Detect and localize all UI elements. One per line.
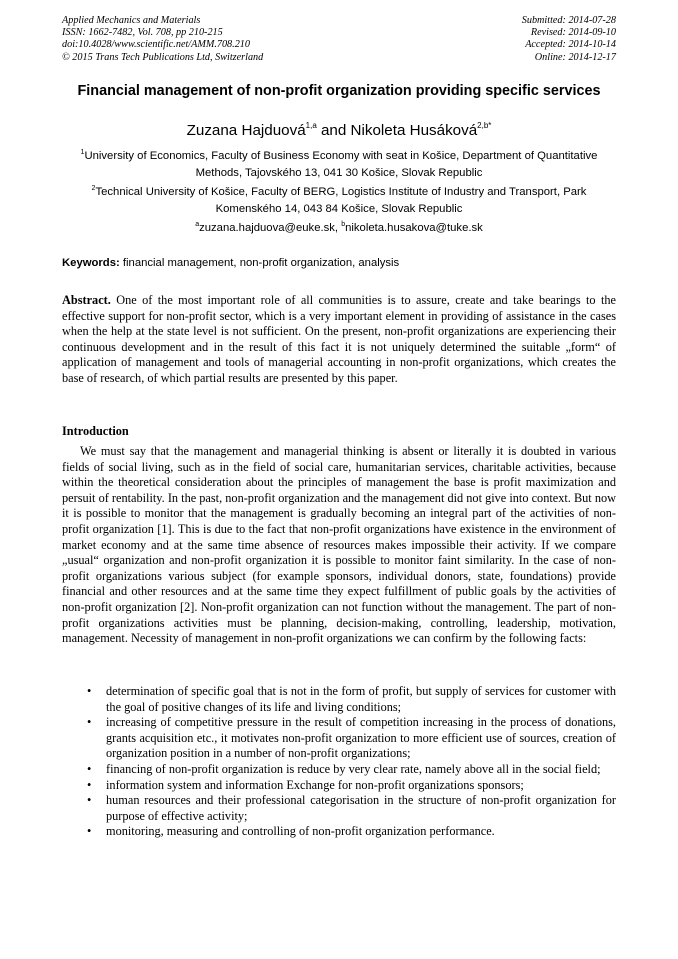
online-date: Online: 2014-12-17 xyxy=(534,51,616,63)
author-name: Zuzana Hajduová xyxy=(186,122,306,139)
affiliation-text: Technical University of Košice, Faculty of BERG, Logistics Institute of Industry and Transport, Park Komenského 14, 043 84 Košice, Slovak Republic xyxy=(95,186,587,215)
list-item xyxy=(62,793,616,824)
introduction-body xyxy=(62,444,616,647)
publication-dates xyxy=(522,15,616,64)
affiliation-mark: 1 xyxy=(80,149,85,156)
bullet-icon: • xyxy=(87,777,92,792)
paragraph: We must say that the management and managerial thinking is absent or literally it is doubted in various fields of social living, such as in the field of social care, humanitarian services, charitable activities, because within the theoretical consideration about the principles of management the base is profit maximization and persuit of rentability. In the past, non-profit organization and the management did not give into context. But now it is possible to monitor that the management is gradually becoming an integral part of the activities of non-profit organization [1]. This is due to the fact that non-profit organizations have existence in the environment of market economy and at the same time absence of resources makes impossible their activity. If we compare „usual“ organization and non-profit organization it is possible to monitor faint similarity. In the case of non-profit organizations various subject (for example sponsors, individual donors, state, foundations) provide financial and other resources and at the same time they expect fulfillment of public goals by the activities of non-profit organization [2]. Non-profit organization can not function without the management. The part of non-profit organizations activities must be planning, decision-making, controlling, leadership, motivation, management. Necessity of management in non-profit organizations we can confirm by the following facts: xyxy=(62,444,616,646)
list-item-text: determination of specific goal that is not in the form of profit, but supply of services for customer with the goal of positive changes of its life and living conditions; xyxy=(106,684,616,714)
affiliation-2 xyxy=(62,184,616,218)
journal-name: Applied Mechanics and Materials xyxy=(62,15,201,26)
email-mark: b xyxy=(341,221,346,228)
list-item-text: financing of non-profit organization is reduce by very clear rate, namely above all in the social field; xyxy=(106,761,601,776)
copyright-line: © 2015 Trans Tech Publications Ltd, Switzerland xyxy=(62,51,264,63)
keywords-text: financial management, non-profit organization, analysis xyxy=(119,257,400,269)
submitted-date: Submitted: 2014-07-28 xyxy=(521,15,616,26)
author-emails xyxy=(62,220,616,237)
bullet-icon: • xyxy=(87,793,92,808)
section-heading: Introduction xyxy=(62,424,129,438)
list-item-text: information system and information Exchange for non-profit organizations sponsors; xyxy=(106,777,524,792)
author-affiliation-mark: 2,b* xyxy=(477,121,492,130)
author-conjunction: and xyxy=(316,122,351,139)
author-list xyxy=(62,121,616,141)
affiliation-text: University of Economics, Faculty of Business Economy with seat in Košice, Department of Quantitative Methods, Tajovského 13, 041 30 Košice, Slovak Republic xyxy=(84,150,598,179)
bullet-icon: • xyxy=(87,684,92,698)
affiliation-1 xyxy=(62,148,616,182)
list-item-text: monitoring, measuring and controlling of non-profit organization performance. xyxy=(106,824,495,839)
paper-title: Financial management of non-profit organization providing specific services xyxy=(77,83,601,99)
abstract-label: Abstract. xyxy=(62,293,111,307)
list-item xyxy=(62,684,616,715)
affiliation-mark: 2 xyxy=(91,185,96,192)
keywords-label: Keywords: xyxy=(62,257,120,269)
list-item xyxy=(62,715,616,762)
bullet-icon: • xyxy=(87,761,92,776)
publication-info xyxy=(62,15,263,64)
email-address: zuzana.hajduova@euke.sk xyxy=(199,222,335,234)
list-item xyxy=(62,778,616,794)
list-item xyxy=(62,824,616,840)
abstract xyxy=(62,293,616,387)
list-item-text: human resources and their professional categorisation in the structure of non-profit organization for purpose of effective activity; xyxy=(106,793,616,823)
author-affiliation-mark: 1,a xyxy=(305,121,317,130)
abstract-text: One of the most important role of all communities is to assure, create and take bearings to the effective support for non-profit sector, which is a very important element in providing of assistance in the cases when the help at the state level is not sufficient. On the present, non-profit organizations are experiencing their continuous development and in the result of this fact it is not uniquely determined the suitable „form“ of application of management and tools of managerial accounting in non-profit organizations, which creates the base of research, of which partial results are presented by this paper. xyxy=(62,293,616,385)
keywords xyxy=(62,256,616,271)
list-item xyxy=(62,762,616,778)
revised-date: Revised: 2014-09-10 xyxy=(530,27,616,39)
facts-list xyxy=(62,684,616,840)
accepted-date: Accepted: 2014-10-14 xyxy=(525,39,616,51)
email-address: nikoleta.husakova@tuke.sk xyxy=(345,222,483,234)
email-mark: a xyxy=(195,221,200,228)
doi-line: doi:10.4028/www.scientific.net/AMM.708.210 xyxy=(62,39,250,51)
bullet-icon: • xyxy=(87,715,92,730)
issn-line: ISSN: 1662-7482, Vol. 708, pp 210-215 xyxy=(62,27,223,39)
email-separator: , xyxy=(334,222,342,234)
bullet-icon: • xyxy=(87,824,92,839)
list-item-text: increasing of competitive pressure in the result of competition increasing in the process of donations, grants acquisition etc., it motivates non-profit organization to more efficient use of sources, creation of organization position in a number of non-profit organizations; xyxy=(106,715,616,761)
author-name: Nikoleta Husáková xyxy=(350,122,478,139)
